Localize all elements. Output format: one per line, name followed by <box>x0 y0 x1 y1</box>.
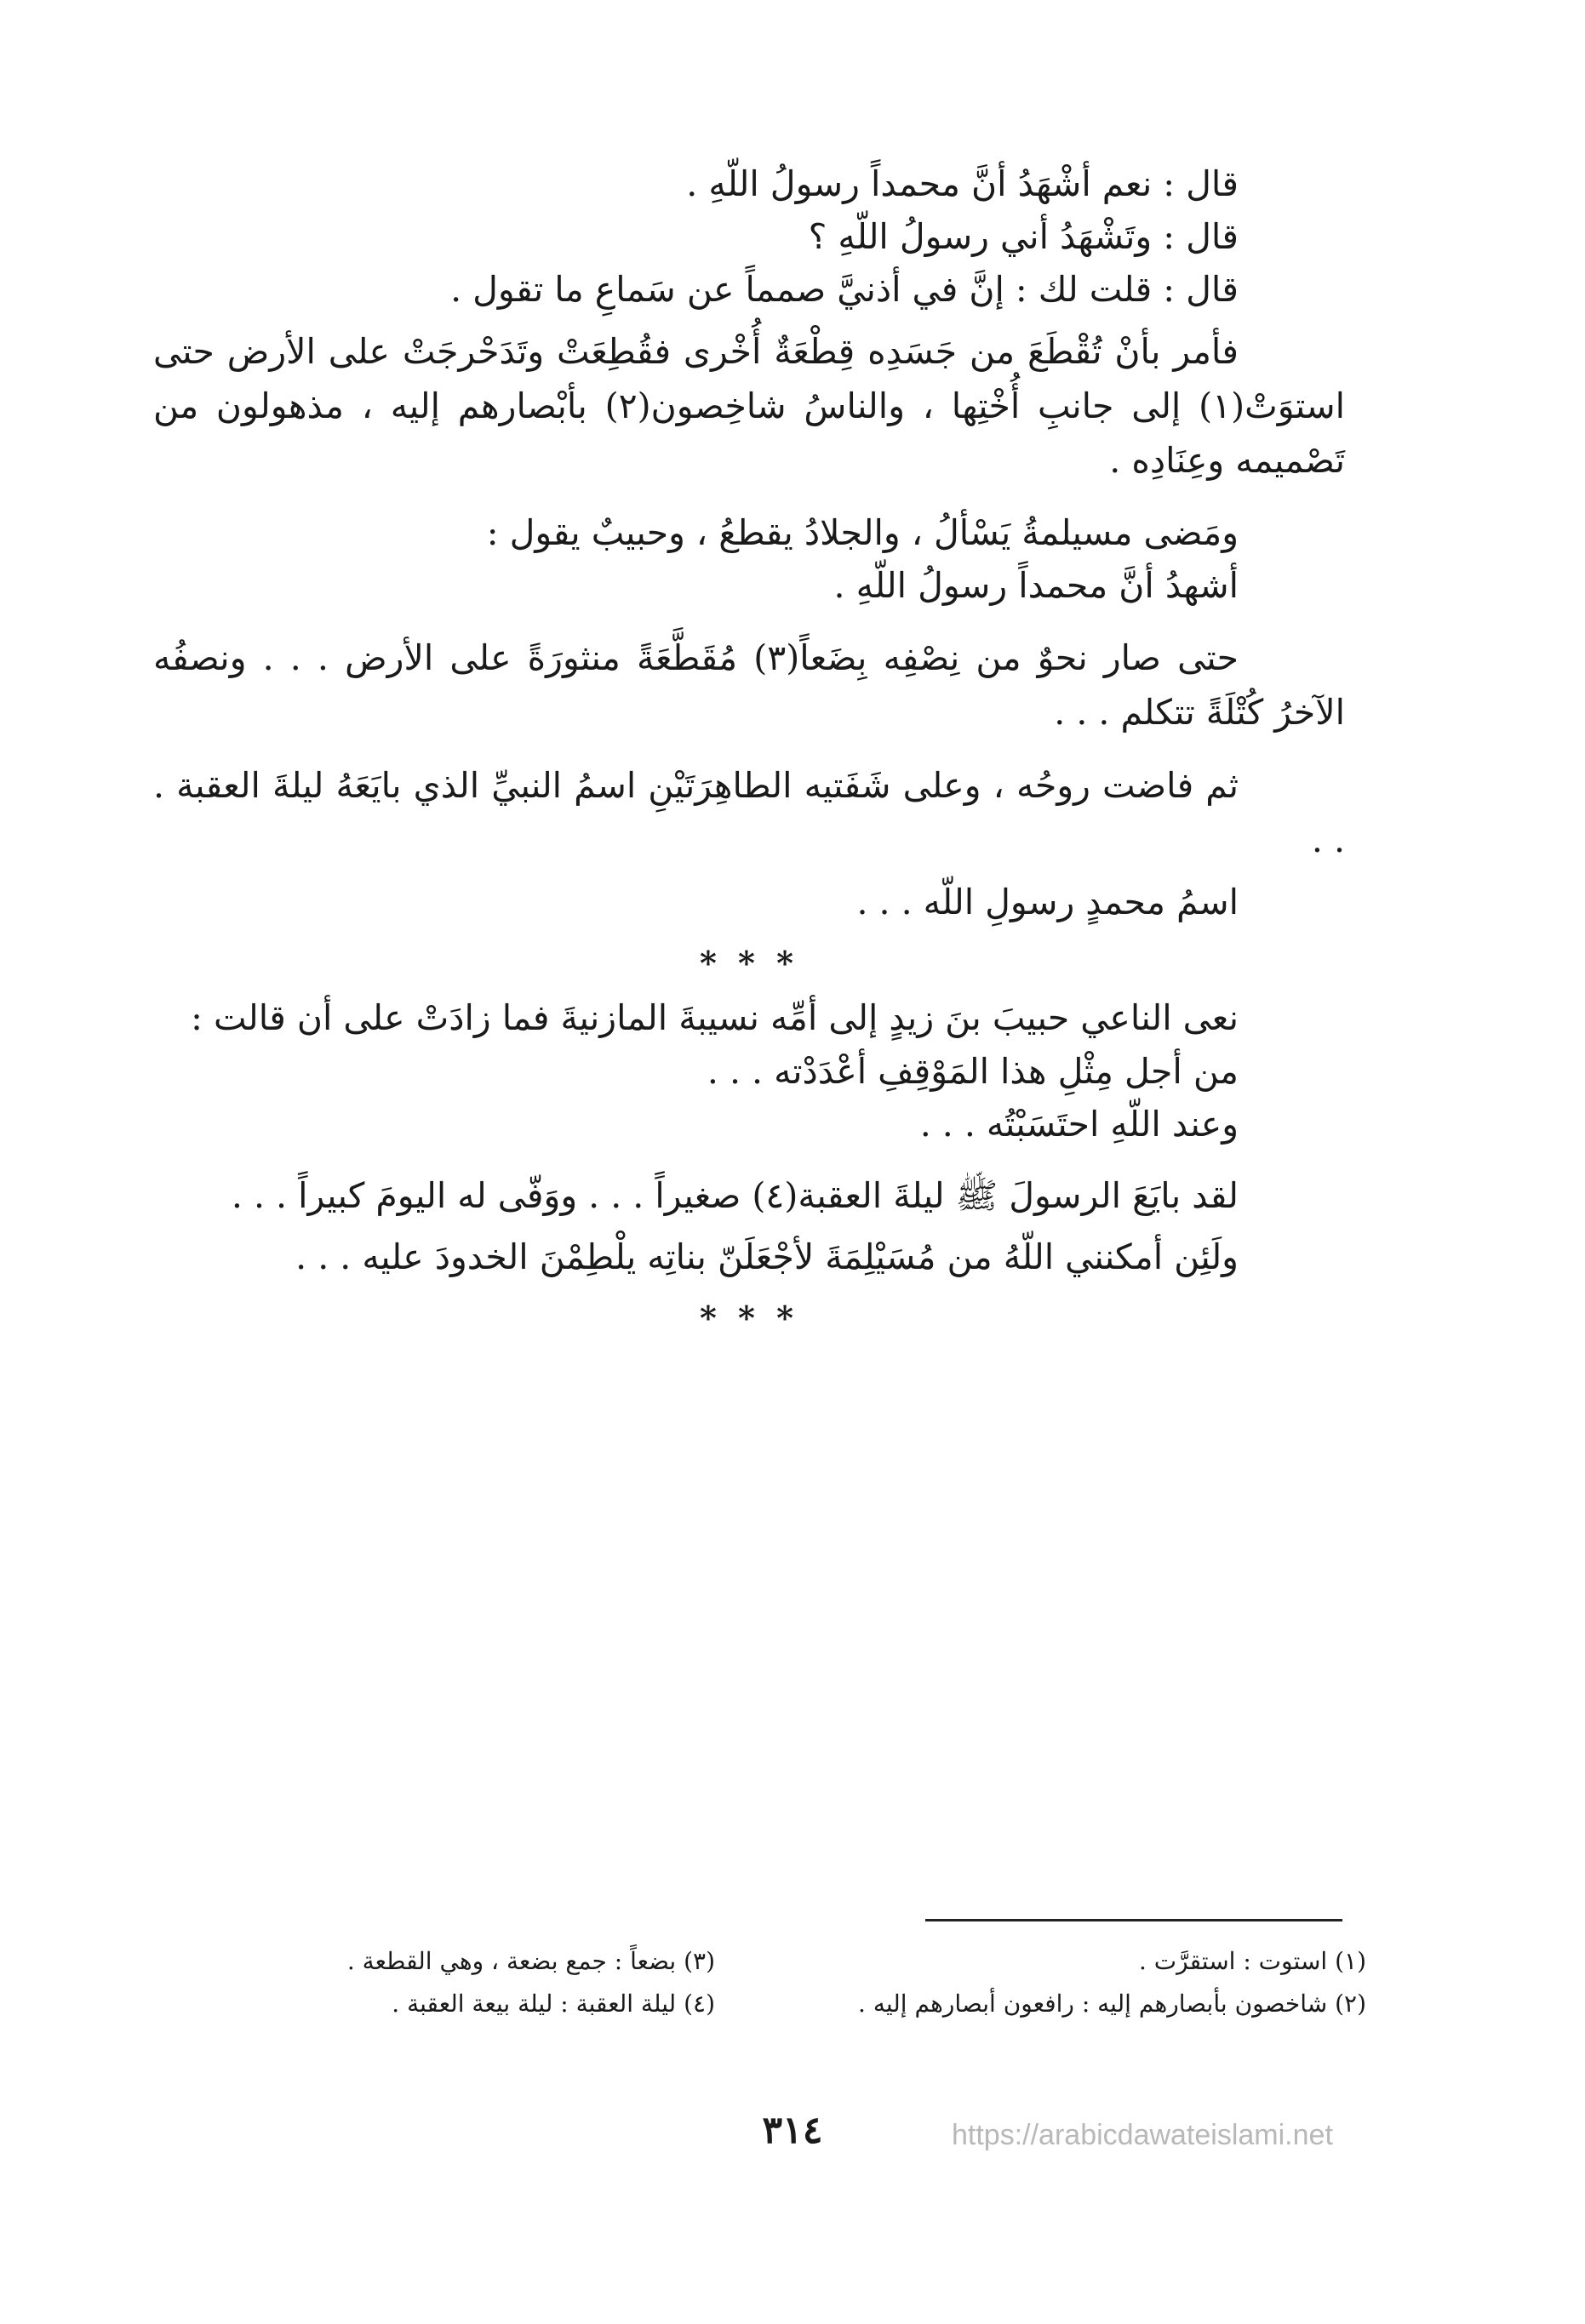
footnote-separator <box>925 1919 1342 1921</box>
text-line: أشهدُ أنَّ محمداً رسولُ اللّهِ . <box>833 565 1239 606</box>
paragraph: فأمر بأنْ تُقْطَعَ من جَسَدِه قِطْعَةٌ أُخْرى فقُطِعَتْ وتَدَحْرجَتْ على الأرض حتى استوَتْ(١) إلى جانبِ أُخْتِها ، والناسُ شاخِصون(٢) بأبْصارهم إليه ، مذهولون من تَصْميمه وعِنَادِه . <box>153 331 1345 481</box>
page-body <box>153 157 1345 1345</box>
text-line: اسمُ محمدٍ رسولِ اللّه . . . <box>856 882 1239 922</box>
text-line: وعند اللّهِ احتَسَبْتُه . . . <box>919 1104 1239 1145</box>
paragraph: حتى صار نحوٌ من نِصْفِه بِضَعاً(٣) مُقَطَّعَةً منثورَةً على الأرض . . . ونصفُه الآخرُ كُتْلَةً تتكلم . . . <box>153 637 1345 733</box>
section-divider: * * * <box>699 944 799 982</box>
paragraph: نعى الناعي حبيبَ بنَ زيدٍ إلى أمِّه نسيبةَ المازنيةَ فما زادَتْ على أن قالت : <box>191 997 1239 1038</box>
section-divider: * * * <box>699 1299 799 1337</box>
text-line: قال : وتَشْهَدُ أني رسولُ اللّهِ ؟ <box>808 216 1239 257</box>
text-line: قال : قلت لك : إنَّ في أذنيَّ صمماً عن سَماعِ ما تقول . <box>450 269 1239 310</box>
text-line: قال : نعم أشْهَدُ أنَّ محمداً رسولُ اللّهِ . <box>686 163 1239 204</box>
footnote-1: (١) استوت : استقرَّت . <box>1138 1947 1366 1975</box>
footnotes <box>179 1940 1366 2025</box>
watermark-url: https://arabicdawateislami.net <box>952 2119 1333 2151</box>
footnote-2: (٢) شاخصون بأبصارهم إليه : رافعون أبصارهم إليه . <box>858 1990 1366 2018</box>
text-line: من أجل مِثْلِ هذا المَوْقِفِ أعْدَدْته . . . <box>707 1051 1239 1092</box>
paragraph: ثم فاضت روحُه ، وعلى شَفَتيه الطاهِرَتَيْنِ اسمُ النبيِّ الذي بايَعَهُ ليلةَ العقبة . . . <box>153 765 1345 860</box>
text-line: لقد بايَعَ الرسولَ ﷺ ليلةَ العقبة(٤) صغيراً . . . ووَفّى له اليومَ كبيراً . . . <box>231 1175 1239 1216</box>
footnote-3: (٣) بضعاً : جمع بضعة ، وهي القطعة . <box>346 1947 715 1975</box>
page-number: ٣١٤ <box>762 2109 823 2152</box>
footnote-4: (٤) ليلة العقبة : ليلة بيعة العقبة . <box>392 1990 715 2018</box>
text-line: ومَضى مسيلمةُ يَسْألُ ، والجلادُ يقطعُ ، وحبيبٌ يقول : <box>486 512 1239 553</box>
text-line: ولَئِن أمكنني اللّهُ من مُسَيْلِمَةَ لأجْعَلَنّ بناتِه يلْطِمْنَ الخدودَ عليه . . . <box>295 1236 1239 1277</box>
